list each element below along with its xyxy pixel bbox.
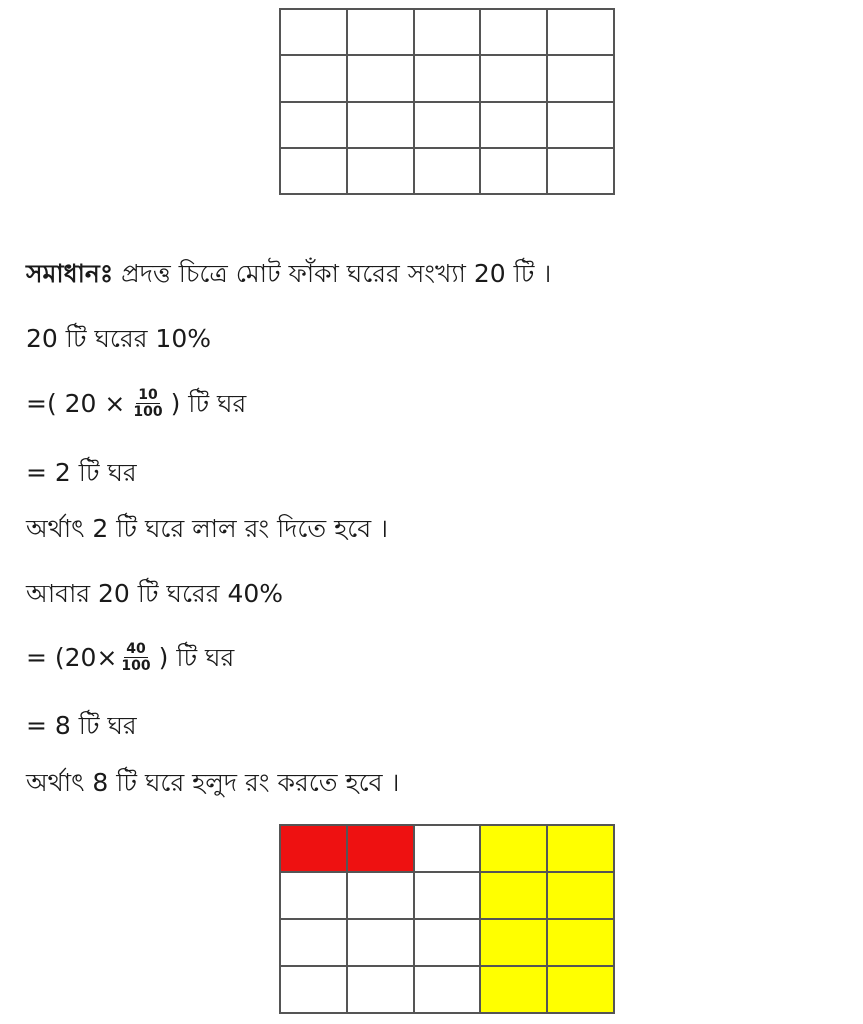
calc-line-6 (26, 641, 234, 674)
grid-cell-empty (348, 103, 415, 149)
fraction-numerator: 40 (126, 641, 146, 657)
calc-line-7: = 8 টি ঘর (26, 711, 137, 740)
calc-line-8: অর্থাৎ 8 টি ঘরে হলুদ রং করতে হবে । (26, 768, 400, 797)
grid-cell-red (281, 826, 348, 873)
grid-cell-empty (481, 10, 548, 56)
grid-cell-empty (281, 920, 348, 967)
grid-cell-empty (348, 873, 415, 920)
grid-cell-empty (415, 10, 482, 56)
calc-line-6-suffix: ) টি ঘর (158, 642, 235, 672)
grid-cell-yellow (481, 873, 548, 920)
calc-line-2 (26, 387, 246, 420)
empty-grid-figure (279, 8, 615, 195)
grid-cell-empty (348, 967, 415, 1014)
calc-line-2-suffix: ) টি ঘর (170, 388, 247, 418)
grid-cell-empty (415, 826, 482, 873)
grid-cell-yellow (548, 920, 615, 967)
grid-cell-empty (481, 56, 548, 102)
fraction-40-100 (119, 641, 152, 674)
calc-line-1: 20 টি ঘরের 10% (26, 324, 211, 353)
grid-cell-empty (281, 103, 348, 149)
grid-cell-empty (281, 873, 348, 920)
grid-cell-empty (348, 10, 415, 56)
grid-cell-empty (415, 967, 482, 1014)
grid-cell-empty (281, 10, 348, 56)
grid-cell-empty (481, 149, 548, 195)
grid-cell-empty (281, 149, 348, 195)
fraction-10-100 (131, 387, 164, 420)
grid-cell-empty (415, 149, 482, 195)
calc-line-4: অর্থাৎ 2 টি ঘরে লাল রং দিতে হবে । (26, 514, 389, 543)
fraction-denominator: 100 (133, 404, 163, 420)
grid-cell-empty (348, 56, 415, 102)
grid-cell-empty (548, 103, 615, 149)
solution-label: সমাধানঃ (26, 259, 114, 288)
grid-cell-empty (548, 10, 615, 56)
solution-intro-text: প্রদত্ত চিত্রে মোট ফাঁকা ঘরের সংখ্যা 20 টি । (113, 259, 552, 288)
grid-cell-empty (281, 967, 348, 1014)
grid-cell-empty (415, 920, 482, 967)
calc-line-2-prefix: =( 20 × (26, 388, 126, 418)
grid-cell-yellow (548, 873, 615, 920)
grid-cell-yellow (548, 967, 615, 1014)
grid-cell-empty (481, 103, 548, 149)
calc-line-5: আবার 20 টি ঘরের 40% (26, 579, 284, 608)
calc-line-3: = 2 টি ঘর (26, 458, 137, 487)
colored-grid-figure (279, 824, 615, 1014)
grid-cell-empty (548, 56, 615, 102)
grid-cell-empty (415, 103, 482, 149)
grid-cell-yellow (548, 826, 615, 873)
grid-cell-yellow (481, 967, 548, 1014)
grid-cell-red (348, 826, 415, 873)
grid-cell-empty (348, 920, 415, 967)
solution-intro (26, 258, 551, 290)
grid-cell-empty (415, 56, 482, 102)
grid-cell-empty (348, 149, 415, 195)
grid-cell-yellow (481, 920, 548, 967)
grid-cell-empty (281, 56, 348, 102)
fraction-numerator: 10 (138, 387, 158, 403)
grid-cell-yellow (481, 826, 548, 873)
fraction-denominator: 100 (121, 658, 151, 674)
grid-cell-empty (415, 873, 482, 920)
grid-cell-empty (548, 149, 615, 195)
calc-line-6-prefix: = (20× (26, 642, 118, 672)
